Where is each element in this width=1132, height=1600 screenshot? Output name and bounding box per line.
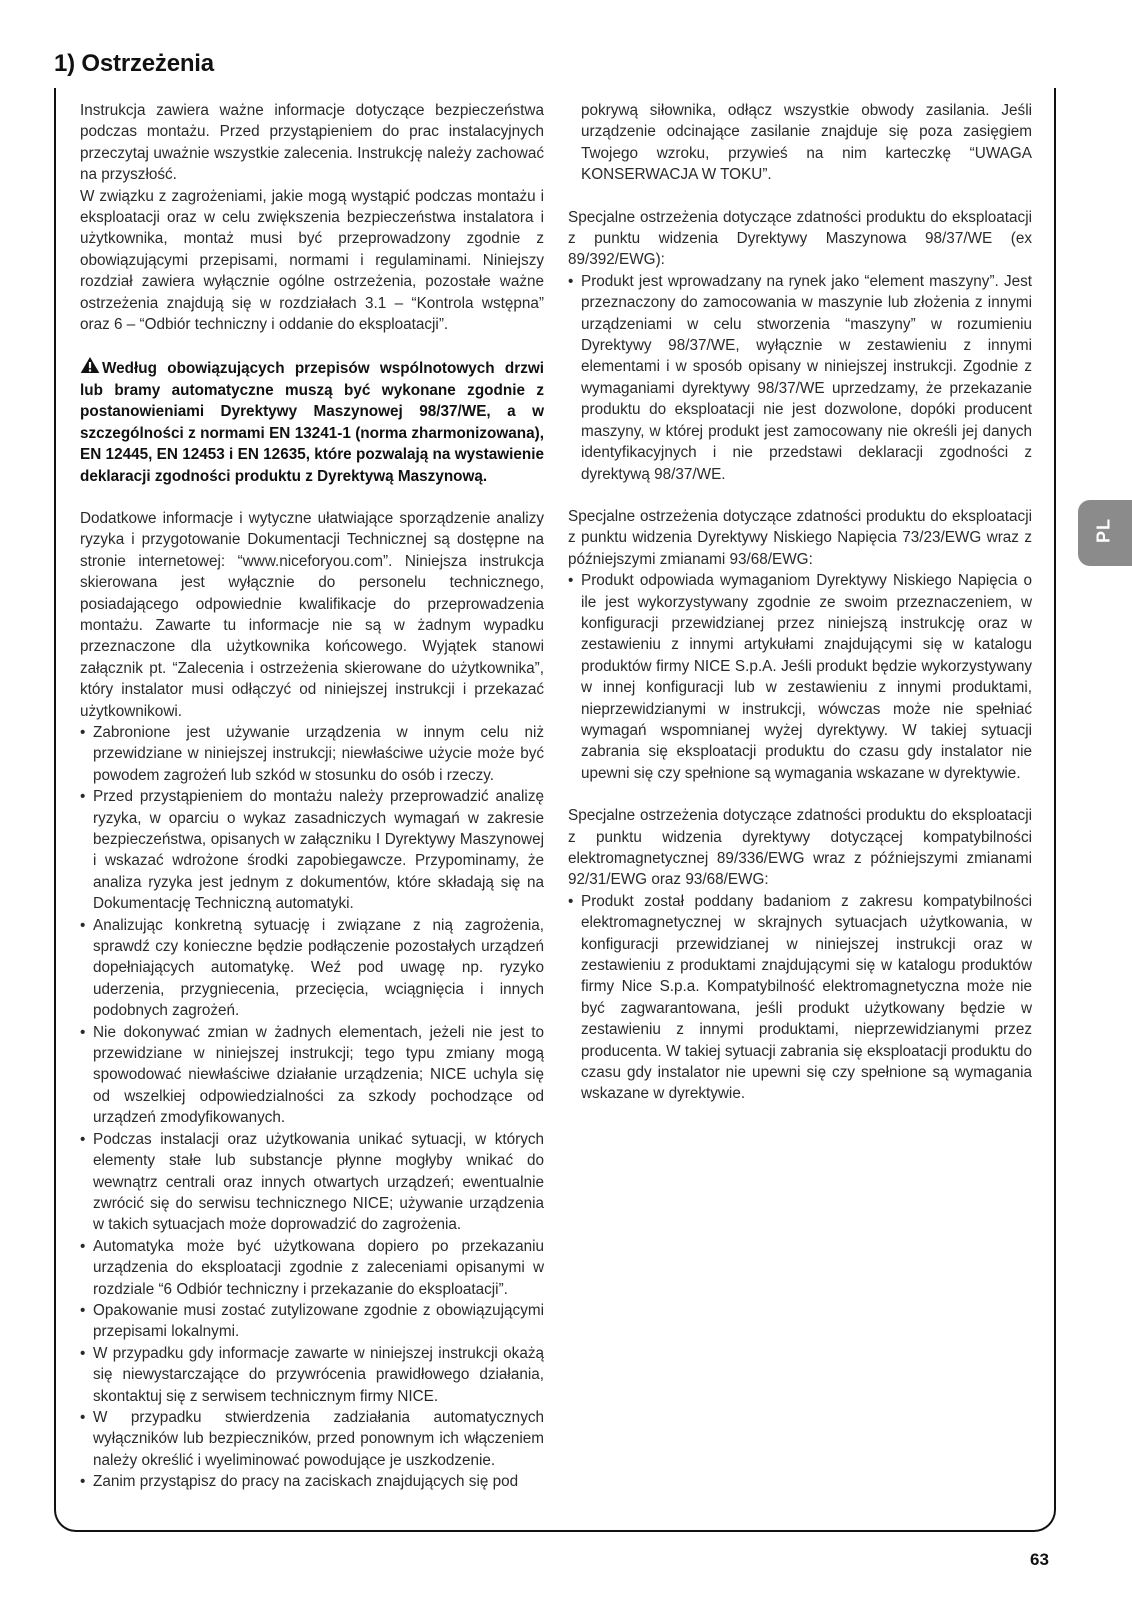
additional-info-paragraph: Dodatkowe informacje i wytyczne ułatwiające sporządzenie analizy ryzyka i przygotowanie Dokumentacji Technicznej są dostępne na stronie internetowej: “www.niceforyou.com”. Niniejsza instrukcja skierowana jest wyłącznie do personelu technicznego, posiadającego odpowiednie kwalifikacje do przeprowadzenia montażu. Zawarte tu informacje nie są w żadnym wypadku przeznaczone dla użytkownika końcowego. Wyjątek stanowi załącznik pt. “Zalecenia i ostrzeżenia skierowane do użytkownika”, który instalator musi odłączyć od niniejszej instrukcji i przekazać użytkownikowi. (80, 509, 544, 720)
warning-text: Według obowiązujących przepisów wspólnotowych drzwi lub bramy automatyczne muszą być wykonane zgodnie z postanowieniami Dyrektywy Maszynowej 98/37/WE, a w szczególności z normami EN 13241-1 (norma zharmonizowana), EN 12445, EN 12453 i EN 12635, które pozwalają na wystawienie deklaracji zgodności produktu z Dyrektywą Maszynową. (80, 360, 544, 485)
list-item: • Zabronione jest używanie urządzenia w innym celu niż przewidziane w niniejszej instrukcji; niewłaściwe użycie może być powodem zagrożeń lub szkód w stosunku do osób i rzeczy. (80, 722, 544, 786)
intro-paragraph-1: Instrukcja zawiera ważne informacje dotyczące bezpieczeństwa podczas montażu. Przed przystąpieniem do prac instalacyjnych przeczytaj uważnie wszystkie zalecenia. Instrukcję należy zachować na przyszłość. (80, 102, 544, 184)
intro-paragraph-2: W związku z zagrożeniami, jakie mogą wystąpić podczas montażu i eksploatacji oraz w celu zwiększenia bezpieczeństwa instalatora i użytkownika, montaż musi być przeprowadzony zgodnie z obowiązującymi przepisami, normami i regulaminami. Niniejszy rozdział zawiera wyłącznie ogólne ostrzeżenia, pozostałe ważne ostrzeżenia znajdują się w rozdziałach 3.1 – “Kontrola wstępna” oraz 6 – “Odbiór techniczny i oddanie do eksploatacji”. (80, 187, 544, 334)
list-item: • Produkt odpowiada wymaganiom Dyrektywy Niskiego Napięcia o ile jest wykorzystywany zgodnie ze swoim przeznaczeniem, w konfiguracji przewidzianej przez niniejszą instrukcję oraz w zestawieniu z innymi artykułami znajdującymi się w katalogu produktów firmy NICE S.p.A. Jeśli produkt będzie wykorzystywany w innej konfiguracji lub w zestawieniu z innymi produktami, nieprzewidzianymi w instrukcji, wówczas może nie spełniać wymagań wspomnianej wyżej dyrektywy. W takiej sytuacji zabrania się eksploatacji produktu do czasu gdy instalator nie upewni się czy spełnione są wymagania wskazane w dyrektywie. (568, 570, 1032, 784)
list-item: • W przypadku gdy informacje zawarte w niniejszej instrukcji okażą się niewystarczające do przywrócenia prawidłowego działania, skontaktuj się z serwisem technicznym firmy NICE. (80, 1343, 544, 1407)
section-title: 1) Ostrzeżenia (54, 50, 214, 77)
emc-directive-list (568, 891, 1032, 1105)
language-tab (1078, 500, 1132, 566)
low-voltage-directive-intro: Specjalne ostrzeżenia dotyczące zdatności produktu do eksploatacji z punktu widzenia Dyrektywy Niskiego Napięcia 73/23/EWG wraz z późniejszymi zmianami 93/68/EWG: (568, 507, 1032, 568)
machinery-directive-list (568, 271, 1032, 485)
emc-directive-intro: Specjalne ostrzeżenia dotyczące zdatności produktu do eksploatacji z punktu widzenia dyrektywy dotyczącej kompatybilności elektromagnetycznej 89/336/EWG wraz z późniejszymi zmianami 92/31/EWG oraz 93/68/EWG: (568, 807, 1032, 889)
list-item: • Automatyka może być użytkowana dopiero po przekazaniu urządzenia do eksploatacji zgodnie z zaleceniami opisanymi w rozdziale “6 Odbiór techniczny i przekazanie do eksploatacji”. (80, 1236, 544, 1300)
list-item: • Nie dokonywać zmian w żadnych elementach, jeżeli nie jest to przewidziane w niniejszej instrukcji; tego typu zmiany mogą spowodować niewłaściwe działanie urządzenia; NICE uchyla się od wszelkiej odpowiedzialności za szkody pochodzące od urządzeń zmodyfikowanych. (80, 1022, 544, 1129)
warning-paragraph (80, 356, 544, 486)
page-number: 63 (1030, 1550, 1049, 1569)
language-tab-label: PL (1093, 518, 1114, 544)
list-item: • Przed przystąpieniem do montażu należy przeprowadzić analizę ryzyka, w oparciu o wykaz zasadniczych wymagań w zakresie bezpieczeństwa, opisanych w załączniku I Dyrektywy Maszynowej i wskazać wdrożone środki zapobiegawcze. Przypominamy, że analiza ryzyka jest jednym z dokumentów, które składają się na Dokumentację Techniczną automatyki. (80, 786, 544, 914)
list-item: • W przypadku stwierdzenia zadziałania automatycznych wyłączników lub bezpieczników, przed ponownym ich włączeniem należy określić i wyeliminować powodujące je uszkodzenie. (80, 1407, 544, 1471)
right-column (568, 100, 1032, 1105)
list-item: • Analizując konkretną sytuację i związane z nią zagrożenia, sprawdź czy konieczne będzie podłączenie pozostałych urządzeń dopełniających automatykę. Weź pod uwagę np. ryzyko uderzenia, przygniecenia, przecięcia, wciągnięcia i innych podobnych zagrożeń. (80, 915, 544, 1022)
warnings-list (80, 722, 544, 1493)
left-column (80, 100, 544, 1493)
low-voltage-directive-list (568, 570, 1032, 784)
list-item: • Zanim przystąpisz do pracy na zaciskach znajdujących się pod (80, 1471, 544, 1492)
list-item: • Opakowanie musi zostać zutylizowane zgodnie z obowiązującymi przepisami lokalnymi. (80, 1300, 544, 1343)
warning-triangle-icon (80, 356, 100, 374)
list-item: • Produkt jest wprowadzany na rynek jako “element maszyny”. Jest przeznaczony do zamocowania w maszynie lub złożenia z innymi urządzeniami w celu stworzenia “maszyny” w rozumieniu Dyrektywy 98/37/WE, wyłącznie w zestawieniu z innymi elementami i w sposób opisany w niniejszej instrukcji. Zgodnie z wymaganiami dyrektywy 98/37/WE uprzedzamy, że przekazanie produktu do eksploatacji nie jest dozwolone, dopóki producent maszyny, w której produkt jest zamocowany nie określi jej danych identyfikacyjnych i nie przedstawi deklaracji zgodności z dyrektywą 98/37/WE. (568, 271, 1032, 485)
list-item: • Podczas instalacji oraz użytkowania unikać sytuacji, w których elementy stałe lub substancje płynne mogłyby wnikać do wewnątrz centrali oraz innych otwartych urządzeń; ewentualnie zwrócić się do serwisu technicznego NICE; używanie urządzenia w takich sytuacjach może doprowadzić do zagrożenia. (80, 1129, 544, 1236)
list-item: • Produkt został poddany badaniom z zakresu kompatybilności elektromagnetycznej w skrajnych sytuacjach użytkowania, w konfiguracji przewidzianej w niniejszej instrukcji oraz w zestawieniu z produktami znajdującymi się w katalogu produktów firmy Nice S.p.a. Kompatybilność elektromagnetyczna może nie być zagwarantowana, jeśli produkt użytkowany będzie w zestawieniu z innymi produktami, nieprzewidzianymi przez producenta. W takiej sytuacji zabrania się eksploatacji produktu do czasu gdy instalator nie upewni się czy spełnione są wymagania wskazane w dyrektywie. (568, 891, 1032, 1105)
machinery-directive-intro: Specjalne ostrzeżenia dotyczące zdatności produktu do eksploatacji z punktu widzenia Dyrektywy Maszynowa 98/37/WE (ex 89/392/EWG): (568, 208, 1032, 269)
continuation-paragraph: pokrywą siłownika, odłącz wszystkie obwody zasilania. Jeśli urządzenie odcinające zasilanie znajduje się poza zasięgiem Twojego wzroku, przywieś na nim karteczkę “UWAGA KONSERWACJA W TOKU”. (581, 102, 1032, 184)
